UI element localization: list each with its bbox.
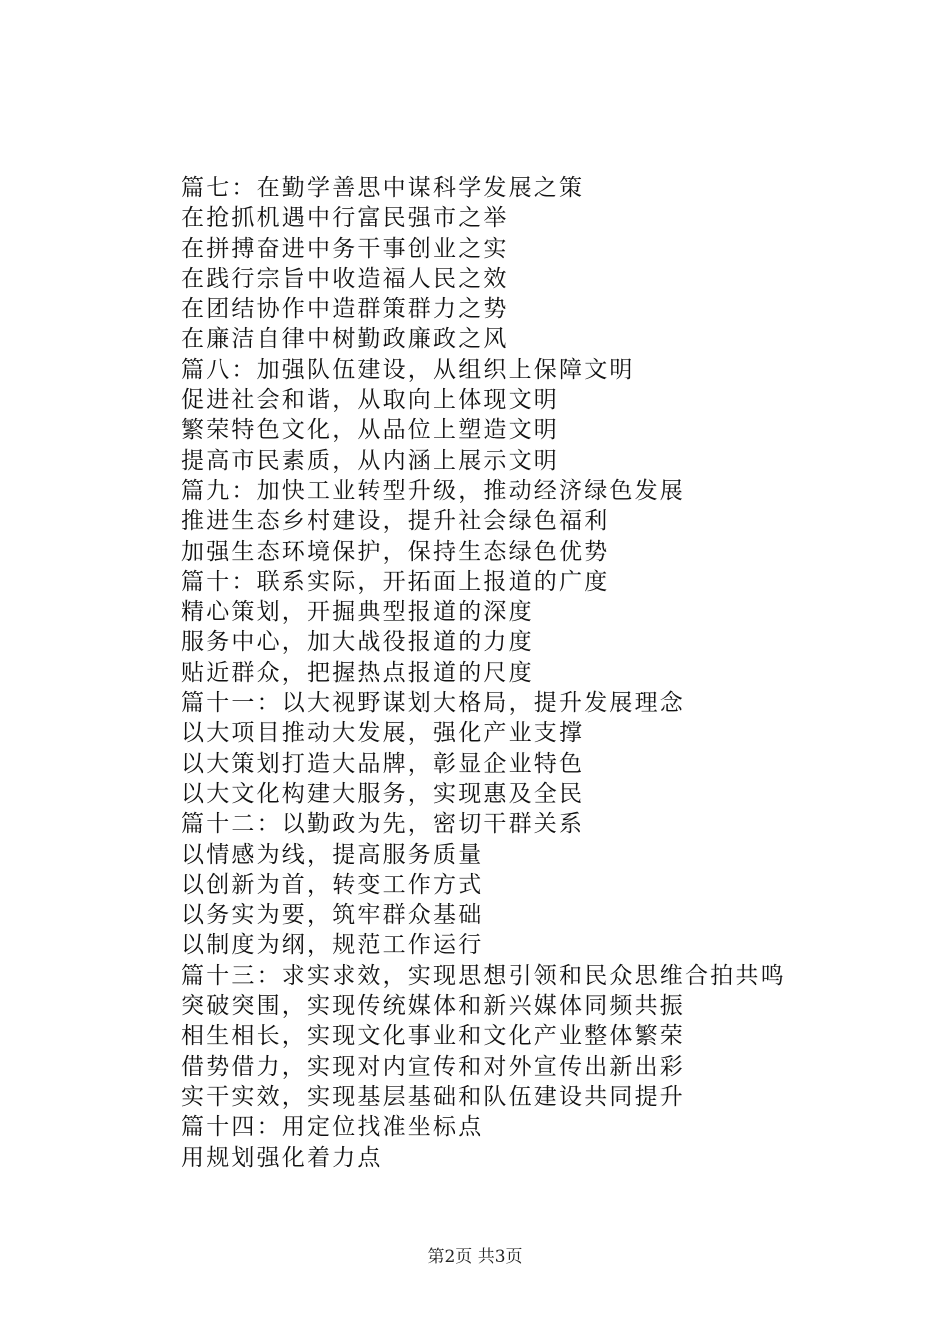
text-line: 以大策划打造大品牌，彰显企业特色	[181, 750, 585, 777]
document-body	[181, 173, 881, 1173]
text-line: 在抢抓机遇中行富民强市之举	[181, 205, 509, 232]
text-line: 以情感为线，提高服务质量	[181, 841, 484, 868]
text-line: 用规划强化着力点	[181, 1144, 383, 1171]
text-line: 篇十四：用定位找准坐标点	[181, 1114, 484, 1141]
text-line: 服务中心，加大战役报道的力度	[181, 629, 534, 656]
text-line: 篇十：联系实际，开拓面上报道的广度	[181, 568, 610, 595]
text-line: 借势借力，实现对内宣传和对外宣传出新出彩	[181, 1053, 685, 1080]
text-line: 篇七：在勤学善思中谋科学发展之策	[181, 175, 585, 201]
text-line: 相生相长，实现文化事业和文化产业整体繁荣	[181, 1023, 685, 1050]
text-line: 精心策划，开掘典型报道的深度	[181, 599, 534, 626]
text-line: 突破突围，实现传统媒体和新兴媒体同频共振	[181, 993, 685, 1020]
text-line: 推进生态乡村建设，提升社会绿色福利	[181, 508, 610, 535]
text-line: 实干实效，实现基层基础和队伍建设共同提升	[181, 1083, 685, 1110]
text-line: 在践行宗旨中收造福人民之效	[181, 265, 509, 292]
text-line: 在团结协作中造群策群力之势	[181, 296, 509, 323]
text-line: 篇十三：求实求效，实现思想引领和民众思维合拍共鸣	[181, 962, 786, 989]
text-line: 促进社会和谐，从取向上体现文明	[181, 387, 559, 414]
text-line: 以创新为首，转变工作方式	[181, 871, 484, 898]
text-line: 贴近群众，把握热点报道的尺度	[181, 659, 534, 686]
text-line: 在廉洁自律中树勤政廉政之风	[181, 326, 509, 353]
text-line: 繁荣特色文化，从品位上塑造文明	[181, 417, 559, 444]
text-line: 篇九：加快工业转型升级，推动经济绿色发展	[181, 477, 685, 504]
page-number-footer: 第2页 共3页	[427, 1247, 523, 1267]
text-line: 以制度为纲，规范工作运行	[181, 932, 484, 959]
text-line: 以务实为要，筑牢群众基础	[181, 902, 484, 929]
text-line: 篇八：加强队伍建设，从组织上保障文明	[181, 356, 635, 383]
text-line: 篇十二：以勤政为先，密切干群关系	[181, 811, 585, 838]
text-line: 篇十一：以大视野谋划大格局，提升发展理念	[181, 690, 685, 717]
text-line: 提高市民素质，从内涵上展示文明	[181, 447, 559, 474]
text-line: 在拼搏奋进中务干事创业之实	[181, 235, 509, 262]
text-line: 以大文化构建大服务，实现惠及全民	[181, 780, 585, 807]
text-line: 以大项目推动大发展，强化产业支撑	[181, 720, 585, 747]
text-line: 加强生态环境保护，保持生态绿色优势	[181, 538, 610, 565]
